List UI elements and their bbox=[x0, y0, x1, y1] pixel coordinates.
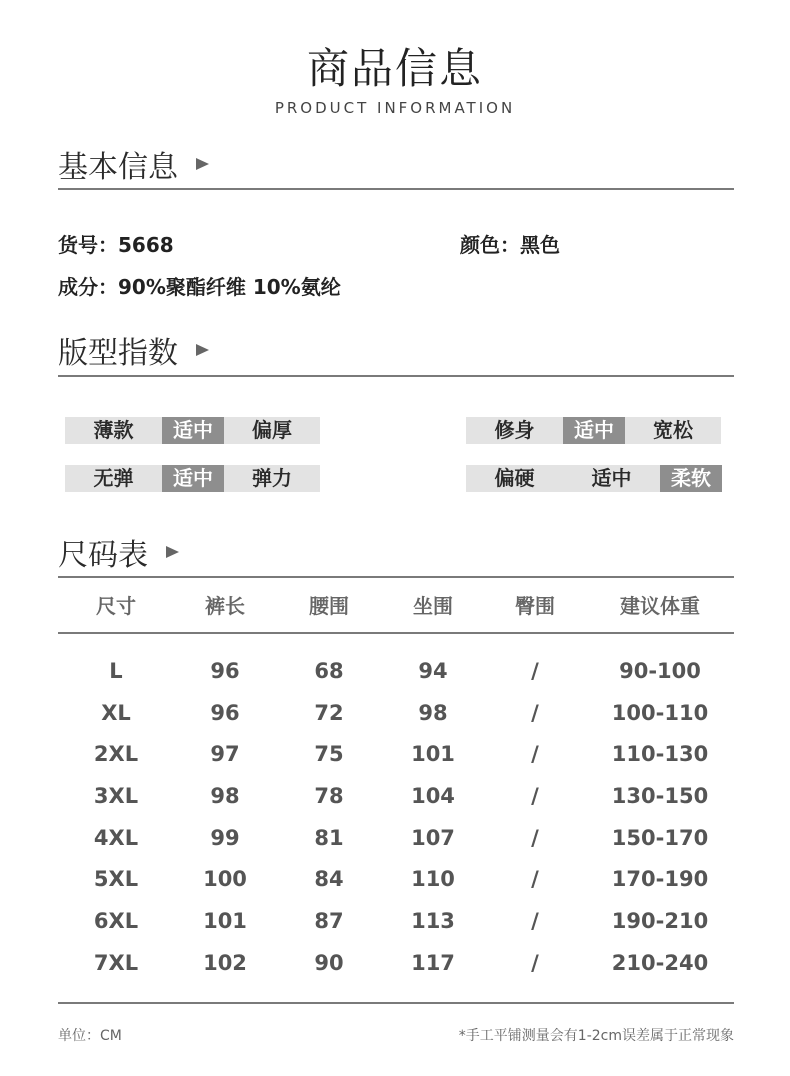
table-cell-weight: 170-190 bbox=[611, 867, 709, 892]
column-header-size: 尺寸 bbox=[96, 594, 136, 618]
basic-info-divider bbox=[58, 188, 734, 190]
table-cell-size: L bbox=[109, 659, 123, 683]
fit-index-heading bbox=[58, 328, 209, 372]
table-cell-weight: 210-240 bbox=[611, 950, 709, 975]
column-header-seat: 坐围 bbox=[413, 594, 453, 618]
table-cell-length: 102 bbox=[203, 950, 247, 975]
table-cell-hip: / bbox=[531, 909, 539, 934]
table-cell-length: 96 bbox=[210, 659, 240, 683]
table-cell-weight: 150-170 bbox=[611, 825, 709, 850]
table-cell-waist: 84 bbox=[314, 867, 344, 892]
table-cell-weight: 100-110 bbox=[611, 700, 709, 725]
column-header-weight: 建议体重 bbox=[620, 594, 700, 618]
fit-option-no-stretch: 无弹 bbox=[65, 465, 162, 492]
table-cell-seat: 110 bbox=[411, 867, 455, 892]
fit-option-slim: 修身 bbox=[466, 417, 563, 444]
table-cell-length: 96 bbox=[210, 700, 240, 725]
table-cell-waist: 87 bbox=[314, 909, 344, 934]
table-cell-weight: 110-130 bbox=[611, 742, 709, 767]
fit-index-divider bbox=[58, 375, 734, 377]
table-cell-seat: 113 bbox=[411, 909, 455, 934]
fit-option-stretchy: 弹力 bbox=[224, 465, 320, 492]
table-cell-seat: 98 bbox=[418, 700, 448, 725]
table-cell-size: 6XL bbox=[93, 909, 139, 934]
size-table-body bbox=[58, 651, 734, 985]
table-cell-size: 3XL bbox=[93, 784, 139, 809]
table-cell-waist: 68 bbox=[314, 659, 344, 683]
table-cell-hip: / bbox=[531, 950, 539, 975]
table-row bbox=[58, 734, 734, 776]
table-cell-length: 101 bbox=[203, 909, 247, 934]
table-cell-hip: / bbox=[531, 825, 539, 850]
table-cell-hip: / bbox=[531, 867, 539, 892]
table-cell-weight: 130-150 bbox=[611, 784, 709, 809]
table-cell-length: 99 bbox=[210, 825, 240, 850]
table-cell-weight: 190-210 bbox=[611, 909, 709, 934]
size-chart-heading bbox=[58, 530, 179, 574]
column-header-length: 裤长 bbox=[205, 594, 245, 618]
fit-option-loose: 宽松 bbox=[625, 417, 721, 444]
fit-scale-shape bbox=[466, 417, 721, 444]
size-chart-bottom-divider bbox=[58, 1002, 734, 1004]
product-color: 颜色：黑色 bbox=[460, 233, 560, 257]
fit-option-stiff: 偏硬 bbox=[466, 465, 563, 492]
basic-info-heading-label: 基本信息 bbox=[58, 150, 178, 185]
table-cell-size: 5XL bbox=[93, 867, 139, 892]
table-row bbox=[58, 651, 734, 693]
table-cell-seat: 101 bbox=[411, 742, 455, 767]
fit-scale-hardness bbox=[466, 465, 722, 492]
table-cell-length: 98 bbox=[210, 784, 240, 809]
fit-index-heading-label: 版型指数 bbox=[58, 336, 178, 371]
table-cell-seat: 94 bbox=[418, 659, 448, 683]
table-cell-hip: / bbox=[531, 742, 539, 767]
table-row bbox=[58, 943, 734, 985]
table-row bbox=[58, 818, 734, 860]
arrow-right-icon bbox=[196, 158, 209, 170]
unit-note: 单位：CM bbox=[58, 1028, 122, 1044]
table-cell-size: XL bbox=[101, 700, 131, 725]
fit-option-thin: 薄款 bbox=[65, 417, 162, 444]
arrow-right-icon bbox=[196, 344, 209, 356]
table-cell-hip: / bbox=[531, 700, 539, 725]
table-cell-size: 2XL bbox=[93, 742, 139, 767]
size-table-header bbox=[58, 590, 734, 622]
arrow-right-icon bbox=[166, 546, 179, 558]
column-header-hip: 臀围 bbox=[515, 594, 555, 618]
fit-scale-thickness bbox=[65, 417, 320, 444]
table-row bbox=[58, 693, 734, 735]
table-cell-waist: 90 bbox=[314, 950, 344, 975]
page-subtitle: PRODUCT INFORMATION bbox=[274, 99, 516, 117]
table-row bbox=[58, 859, 734, 901]
table-cell-waist: 72 bbox=[314, 700, 344, 725]
table-cell-waist: 75 bbox=[314, 742, 344, 767]
table-cell-waist: 78 bbox=[314, 784, 344, 809]
table-cell-seat: 117 bbox=[411, 950, 455, 975]
table-cell-size: 7XL bbox=[93, 950, 139, 975]
size-table bbox=[58, 590, 734, 985]
fit-scale-stretch bbox=[65, 465, 320, 492]
table-cell-waist: 81 bbox=[314, 825, 344, 850]
fit-option-regular: 适中 bbox=[563, 417, 625, 444]
table-cell-seat: 107 bbox=[411, 825, 455, 850]
column-header-waist: 腰围 bbox=[309, 594, 349, 618]
table-cell-hip: / bbox=[531, 784, 539, 809]
size-chart-top-divider bbox=[58, 576, 734, 578]
table-row bbox=[58, 776, 734, 818]
table-row bbox=[58, 901, 734, 943]
fit-option-medium: 适中 bbox=[162, 417, 224, 444]
table-cell-length: 100 bbox=[203, 867, 247, 892]
table-cell-size: 4XL bbox=[93, 825, 139, 850]
measurement-note: *手工平铺测量会有1-2cm误差属于正常现象 bbox=[458, 1028, 734, 1044]
fit-option-soft: 柔软 bbox=[660, 465, 722, 492]
table-cell-length: 97 bbox=[210, 742, 240, 767]
table-cell-weight: 90-100 bbox=[619, 659, 701, 683]
table-cell-seat: 104 bbox=[411, 784, 455, 809]
size-chart-heading-label: 尺码表 bbox=[58, 538, 148, 573]
fit-option-medium-soft: 适中 bbox=[563, 465, 660, 492]
item-number: 货号：5668 bbox=[58, 233, 174, 257]
fit-option-medium-stretch: 适中 bbox=[162, 465, 224, 492]
product-composition: 成分：90%聚酯纤维 10%氨纶 bbox=[58, 275, 341, 299]
table-cell-hip: / bbox=[531, 659, 539, 683]
fit-option-thick: 偏厚 bbox=[224, 417, 320, 444]
basic-info-heading bbox=[58, 142, 209, 186]
page-title: 商品信息 bbox=[306, 44, 483, 93]
